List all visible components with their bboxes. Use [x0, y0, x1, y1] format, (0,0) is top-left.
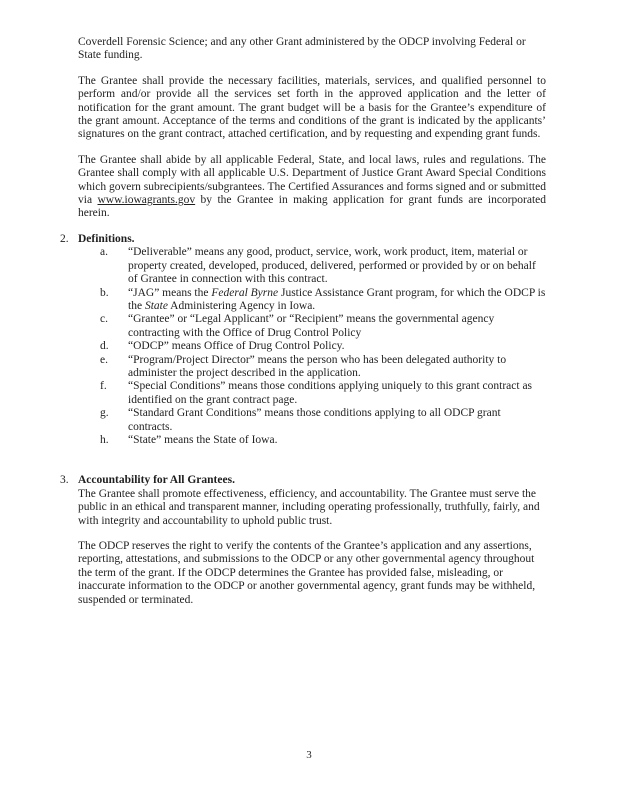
definition-item-d	[100, 340, 546, 353]
definitions-list	[100, 246, 546, 447]
definition-letter: d.	[100, 340, 109, 353]
paragraph-grantee-abide	[78, 154, 546, 221]
paragraph-coverdell: Coverdell Forensic Science; and any other Grant administered by the ODCP involving Federal or State funding.	[78, 36, 526, 62]
paragraph-abide-text-before: The Grantee shall abide by all applicable Federal, State, and local laws, rules and regulations. The Grantee shall comply with all applicable U.S. Department of Justice Grant Award Special Conditions which govern subrecipients/subgrantees. The Certified Assurances and forms signed and or submitted via	[78, 153, 546, 207]
definition-letter: b.	[100, 286, 109, 299]
section-2-header	[60, 233, 546, 246]
section-3-paragraph-1: The Grantee shall promote effectiveness, efficiency, and accountability. The Grantee must serve the public in an ethical and transparent manner, including operating professionally, truthfully, fairly, and with integrity and accountability to uphold public trust.	[78, 487, 540, 527]
definition-text: “Special Conditions” means those conditions applying uniquely to this grant contract as identified on the grant contract page.	[128, 380, 533, 406]
definition-b-post: Administering Agency in Iowa.	[167, 299, 316, 312]
definition-b-mid: Justice Assistance Grant program, for which the ODCP is the	[128, 286, 546, 312]
definition-item-f	[100, 380, 546, 407]
section-3-paragraph-2: The ODCP reserves the right to verify the contents of the Grantee’s application and any assertions, reporting, attestations, and submissions to the ODCP or any other governmental agency throughout the term of the grant. If the ODCP determines the Grantee has provided false, misleading, or inaccurate information to the ODCP or another governmental agency, grant funds may be withheld, suspended or terminated.	[78, 540, 536, 606]
definition-item-g	[100, 407, 546, 434]
definition-letter: a.	[100, 246, 108, 259]
definition-letter: c.	[100, 313, 108, 326]
definition-item-e	[100, 354, 546, 381]
section-3-number: 3.	[60, 474, 69, 487]
definition-item-b	[100, 287, 546, 314]
definition-b-italic-federal-byrne: Federal Byrne	[211, 286, 279, 299]
definition-letter: e.	[100, 353, 108, 366]
section-2-title: Definitions.	[78, 232, 135, 245]
definition-letter: h.	[100, 433, 109, 446]
definition-text	[128, 287, 546, 314]
definition-item-c	[100, 313, 546, 340]
definition-text: “Deliverable” means any good, product, service, work, work product, item, material or property created, developed, produced, delivered, performed or provided by or on behalf of Grantee in connection with this contract.	[128, 246, 536, 286]
definition-letter: g.	[100, 407, 109, 420]
definition-text: “ODCP” means Office of Drug Control Policy.	[128, 340, 345, 353]
iowagrants-link[interactable]: www.iowagrants.gov	[97, 194, 196, 207]
definition-letter: f.	[100, 380, 107, 393]
definition-item-a	[100, 246, 546, 286]
paragraph-abide-text-after: by the Grantee in making application for grant funds are incorporated herein.	[78, 194, 546, 220]
section-gap	[60, 447, 546, 474]
definition-text: “Grantee” or “Legal Applicant” or “Recipient” means the governmental agency contracting with the Office of Drug Control Policy	[128, 313, 495, 339]
section-3-header	[60, 474, 546, 487]
page-number: 3	[306, 748, 312, 761]
definition-b-pre: “JAG” means the	[128, 286, 212, 299]
definition-b-italic-state: State	[144, 299, 168, 312]
definition-text: “Standard Grant Conditions” means those conditions applying to all ODCP grant contracts.	[128, 407, 501, 433]
section-2-number: 2.	[60, 232, 69, 245]
definition-text: “Program/Project Director” means the person who has been delegated authority to administer the project described in the application.	[128, 353, 507, 379]
definition-item-h	[100, 434, 546, 447]
section-3-title: Accountability for All Grantees.	[78, 474, 235, 487]
paragraph-grantee-provide: The Grantee shall provide the necessary facilities, materials, services, and qualified personnel to perform and/or provide all the services set forth in the approved application and the letter of notification for the grant amount. The grant budget will be a basis for the Grantee’s expenditure of the grant amount. Acceptance of the terms and conditions of the grant is indicated by the applicants’ signatures on the grant contract, attached certification, and by requesting and expending grant funds.	[78, 74, 546, 141]
section-3-body	[78, 488, 546, 607]
definition-text: “State” means the State of Iowa.	[128, 433, 278, 446]
